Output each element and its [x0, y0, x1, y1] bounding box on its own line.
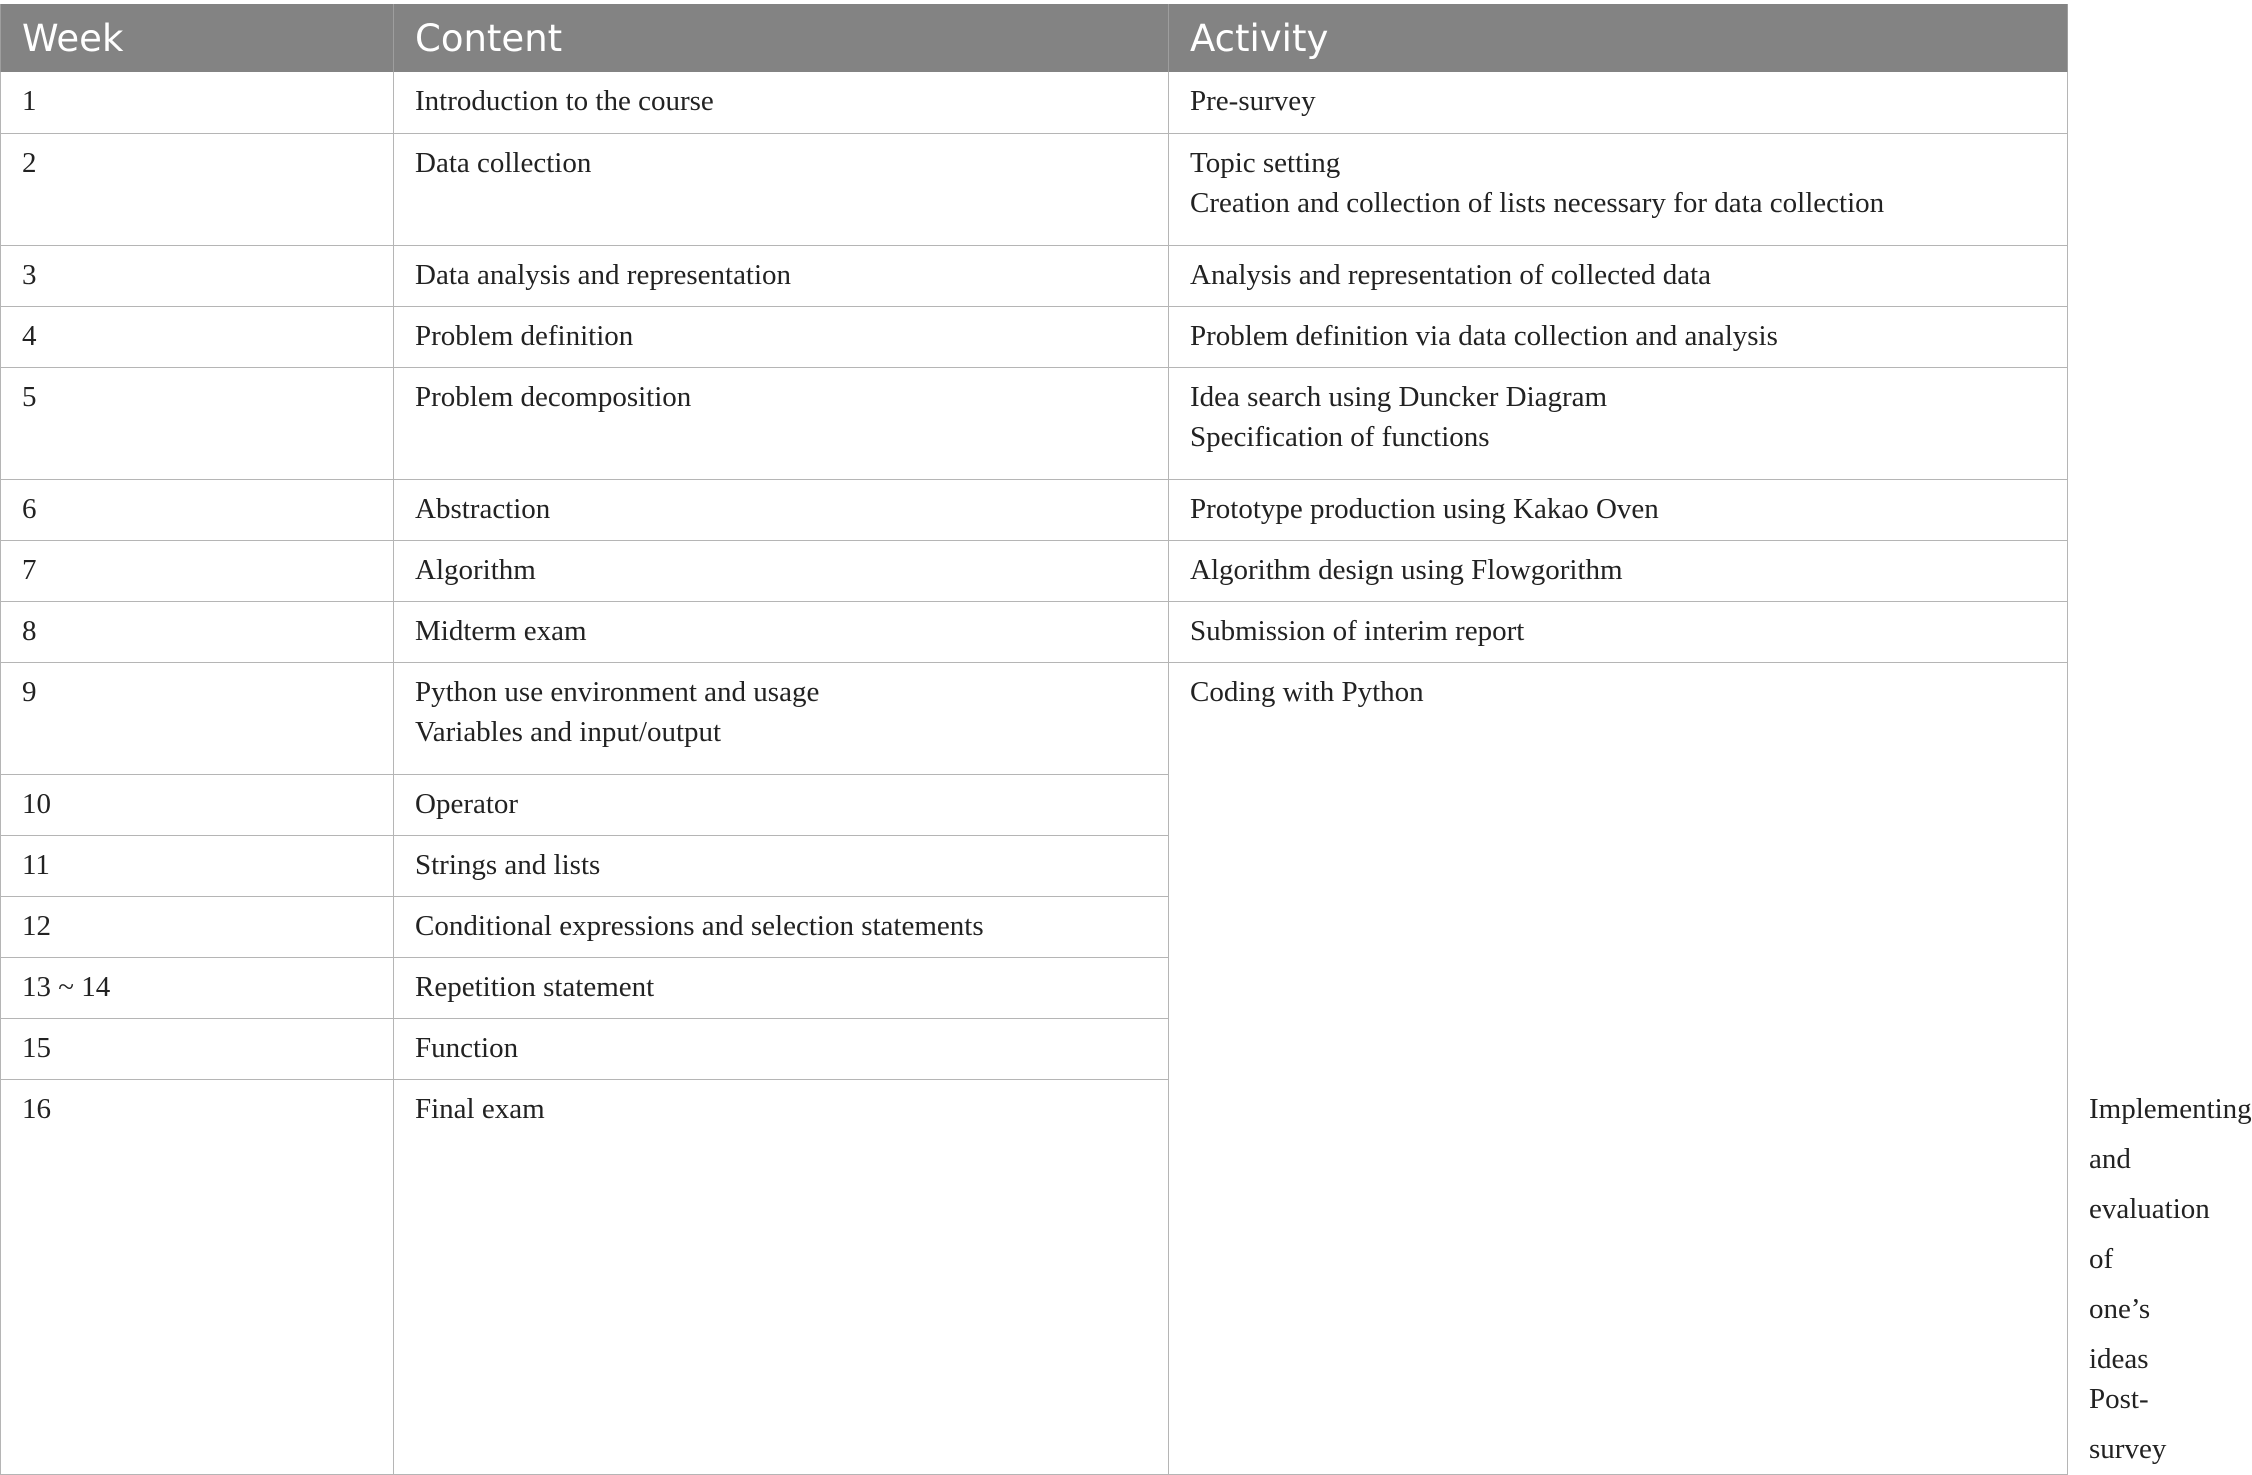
content-text: Algorithm [415, 553, 536, 586]
week-cell [1, 601, 394, 662]
table-row [1, 367, 2068, 479]
activity-text: Creation and collection of lists necessary for data collection [1190, 186, 1885, 219]
week-text: 5 [22, 380, 37, 413]
content-text: Data collection [415, 146, 592, 179]
table-row: 16 Final exam Implementing and evaluation of one’s ideas Post-survey [1, 1079, 2068, 1474]
table-row [1, 540, 2068, 601]
week-cell [1, 835, 394, 896]
content-text: Function [415, 1031, 519, 1064]
activity-cell [1169, 306, 2068, 367]
table-row [1, 245, 2068, 306]
activity-cell [1169, 479, 2068, 540]
content-text: Abstraction [415, 492, 551, 525]
content-text: Problem definition [415, 319, 634, 352]
content-text: Python use environment and usage [415, 675, 820, 708]
week-cell [1, 306, 394, 367]
week-text: 7 [22, 553, 37, 586]
content-cell [394, 133, 1169, 245]
week-text: 16 [22, 1092, 51, 1125]
activity-text: Specification of functions [1190, 420, 1490, 453]
content-text: Conditional expressions and selection statements [415, 909, 984, 942]
header-week: Week [1, 4, 394, 72]
activity-text: Submission of interim report [1190, 614, 1525, 647]
week-cell [1, 896, 394, 957]
content-cell [394, 306, 1169, 367]
week-text: 10 [22, 787, 51, 820]
activity-text: Analysis and representation of collected data [1190, 258, 1711, 291]
content-cell [394, 1018, 1169, 1079]
week-cell [1, 662, 394, 774]
content-cell [394, 662, 1169, 774]
activity-text: Idea search using Duncker Diagram [1190, 380, 1608, 413]
activity-cell [1169, 133, 2068, 245]
activity-cell-merged [1169, 662, 2068, 1474]
activity-cell [1169, 540, 2068, 601]
content-cell [394, 245, 1169, 306]
week-text: 15 [22, 1031, 51, 1064]
activity-cell [1169, 72, 2068, 133]
content-cell [394, 601, 1169, 662]
activity-text: Problem definition via data collection and analysis [1190, 319, 1778, 352]
header-activity: Activity [1169, 4, 2068, 72]
content-cell [394, 72, 1169, 133]
week-cell [1, 540, 394, 601]
header-content: Content [394, 4, 1169, 72]
table-body [1, 72, 2252, 1474]
content-text: Problem decomposition [415, 380, 692, 413]
week-text: 1 [22, 85, 37, 117]
content-text: Introduction to the course [415, 85, 714, 117]
week-cell [1, 957, 394, 1018]
content-text: Variables and input/output [415, 715, 722, 748]
activity-text: Pre-survey [1190, 85, 1316, 117]
table-header [1, 4, 2068, 72]
activity-cell [1169, 245, 2068, 306]
table-row [1, 72, 2068, 133]
week-cell [1, 72, 394, 133]
week-cell [1, 1018, 394, 1079]
week-cell [1, 774, 394, 835]
content-text: Operator [415, 787, 519, 820]
week-text: 11 [22, 848, 50, 881]
table-row [1, 306, 2068, 367]
content-text: Strings and lists [415, 848, 601, 881]
week-text: 4 [22, 319, 37, 352]
table-row [1, 601, 2068, 662]
activity-text: Coding with Python [1190, 675, 1424, 708]
curriculum-table-container [0, 4, 2252, 1475]
week-cell [1, 479, 394, 540]
header-row [1, 4, 2068, 72]
week-text: 12 [22, 909, 51, 942]
table-row [1, 479, 2068, 540]
content-cell [394, 774, 1169, 835]
content-text: Data analysis and representation [415, 258, 792, 291]
week-text: 2 [22, 146, 37, 179]
content-cell [394, 540, 1169, 601]
week-text: 13 ~ 14 [22, 970, 111, 1003]
activity-cell [1169, 367, 2068, 479]
week-text: 9 [22, 675, 37, 708]
content-text: Midterm exam [415, 614, 587, 647]
activity-text: Prototype production using Kakao Oven [1190, 492, 1659, 525]
content-cell [394, 367, 1169, 479]
week-cell [1, 367, 394, 479]
content-text: Repetition statement [415, 970, 655, 1003]
content-cell [394, 957, 1169, 1018]
content-cell [394, 835, 1169, 896]
activity-text: Topic setting [1190, 146, 1341, 179]
content-text: Final exam [415, 1092, 545, 1125]
week-text: 3 [22, 258, 37, 291]
activity-cell [1169, 601, 2068, 662]
content-cell [394, 479, 1169, 540]
activity-text: Algorithm design using Flowgorithm [1190, 553, 1623, 586]
week-cell [1, 245, 394, 306]
week-cell [1, 1079, 394, 1474]
week-cell [1, 133, 394, 245]
table-row [1, 662, 2068, 774]
content-cell [394, 1079, 1169, 1474]
curriculum-table [0, 4, 2252, 1475]
week-text: 8 [22, 614, 37, 647]
week-text: 6 [22, 492, 37, 525]
content-cell [394, 896, 1169, 957]
table-row [1, 133, 2068, 245]
